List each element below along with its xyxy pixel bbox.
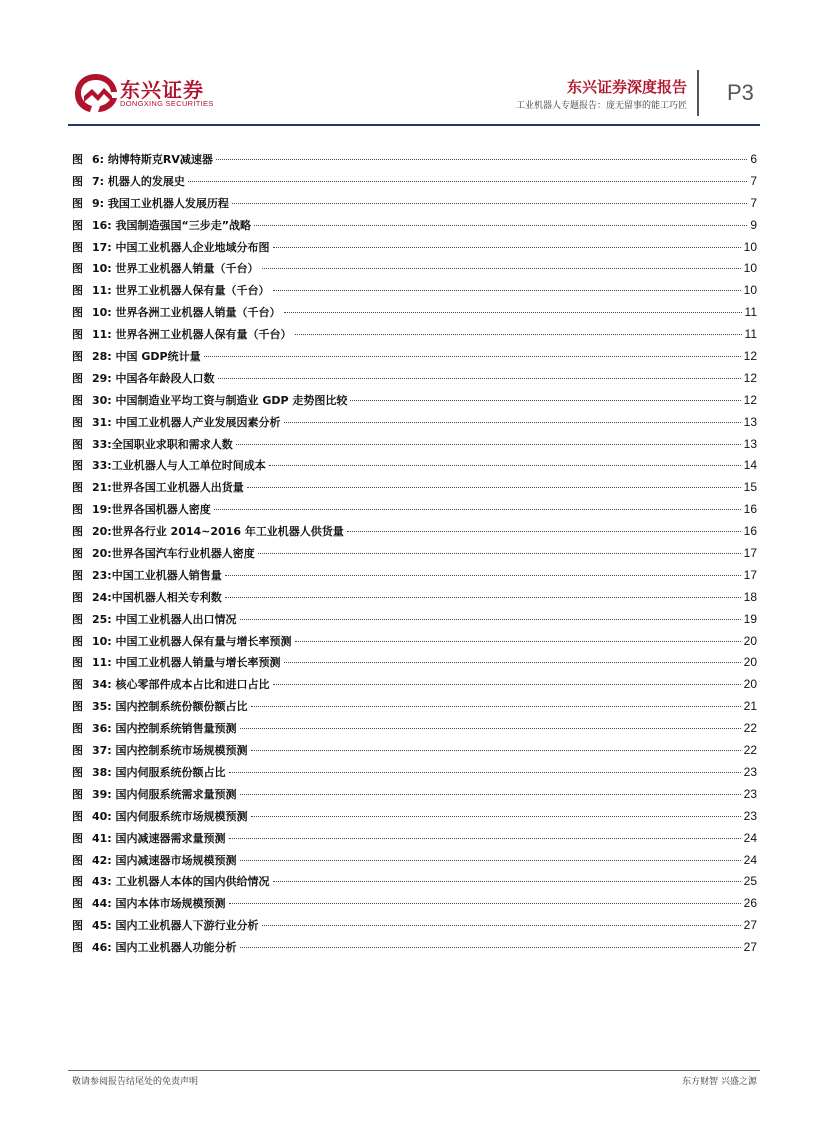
- toc-entry-figure-label: 图: [72, 831, 83, 845]
- toc-entry-figure-label: 图: [72, 481, 83, 495]
- footer-disclaimer: 敬请参阅报告结尾处的免责声明: [72, 1077, 199, 1087]
- toc-entry-leader-dots: [232, 203, 747, 204]
- toc-entry-figure-label: 图: [72, 153, 83, 166]
- toc-entry[interactable]: [72, 545, 757, 567]
- report-subtitle: 工业机器人专题报告：庞无留事的能工巧匠: [515, 101, 687, 111]
- toc-entry-figure-label: 图: [72, 503, 83, 517]
- toc-entry[interactable]: [72, 567, 757, 589]
- toc-entry-leader-dots: [229, 772, 741, 773]
- toc-entry-leader-dots: [262, 925, 741, 926]
- toc-entry-title: 35: 国内控制系统份额份额占比: [92, 700, 248, 714]
- toc-entry-leader-dots: [350, 400, 740, 401]
- dongxing-logo-icon: [72, 72, 120, 114]
- toc-entry-figure-label: 图: [72, 393, 83, 407]
- toc-entry-page-number: 27: [743, 918, 757, 933]
- toc-entry-page-number: 10: [743, 239, 757, 254]
- toc-entry[interactable]: [72, 414, 757, 436]
- toc-entry-leader-dots: [284, 422, 741, 423]
- toc-entry[interactable]: [72, 151, 757, 173]
- toc-entry-page-number: 22: [743, 721, 757, 736]
- toc-entry-figure-label: 图: [72, 371, 83, 385]
- toc-entry-title: 11: 世界工业机器人保有量（千台）: [92, 284, 270, 298]
- toc-entry-title: 45: 国内工业机器人下游行业分析: [92, 919, 259, 933]
- toc-entry-page-number: 11: [744, 305, 757, 320]
- toc-entry-title: 11: 中国工业机器人销量与增长率预测: [92, 656, 281, 670]
- toc-entry-figure-label: 图: [72, 262, 83, 276]
- toc-entry-page-number: 16: [743, 502, 757, 517]
- toc-entry-title: 40: 国内伺服系统市场规模预测: [92, 809, 248, 823]
- toc-entry-figure-label: 图: [72, 656, 83, 670]
- toc-entry-leader-dots: [214, 509, 741, 510]
- toc-entry-title: 23:中国工业机器人销售量: [92, 568, 222, 582]
- page-number: P3: [727, 80, 754, 105]
- toc-entry-page-number: 9: [750, 217, 757, 232]
- toc-entry-page-number: 7: [750, 195, 757, 210]
- toc-entry-figure-label: 图: [72, 919, 83, 933]
- toc-entry-figure-label: 图: [72, 722, 83, 736]
- toc-entry-leader-dots: [273, 684, 741, 685]
- toc-entry[interactable]: [72, 764, 757, 786]
- toc-entry[interactable]: [72, 917, 757, 939]
- toc-entry-page-number: 24: [743, 830, 757, 845]
- toc-entry-title: 16: 我国制造强国“三步走”战略: [92, 218, 251, 232]
- toc-entry-title: 39: 国内伺服系统需求量预测: [92, 787, 237, 801]
- toc-entry-title: 31: 中国工业机器人产业发展因素分析: [92, 415, 281, 429]
- toc-entry-leader-dots: [225, 597, 741, 598]
- toc-entry[interactable]: [72, 370, 757, 392]
- toc-entry[interactable]: [72, 698, 757, 720]
- toc-entry-leader-dots: [225, 575, 741, 576]
- toc-entry[interactable]: [72, 895, 757, 917]
- toc-entry-leader-dots: [262, 268, 741, 269]
- toc-entry-title: 33:工业机器人与人工单位时间成本: [92, 459, 266, 473]
- toc-entry-leader-dots: [229, 838, 741, 839]
- toc-entry-figure-label: 图: [72, 218, 83, 232]
- toc-entry-leader-dots: [269, 465, 741, 466]
- toc-entry-leader-dots: [240, 794, 741, 795]
- toc-entry-leader-dots: [295, 334, 742, 335]
- toc-entry[interactable]: [72, 239, 757, 261]
- toc-entry-leader-dots: [240, 860, 741, 861]
- toc-entry-figure-label: 图: [72, 853, 83, 867]
- toc-entry[interactable]: [72, 260, 757, 282]
- toc-entry-leader-dots: [273, 290, 741, 291]
- toc-entry-leader-dots: [247, 487, 741, 488]
- toc-entry-leader-dots: [204, 356, 741, 357]
- toc-entry-figure-label: 图: [72, 897, 83, 911]
- toc-entry-page-number: 15: [743, 480, 757, 495]
- toc-entry-title: 29: 中国各年龄段人口数: [92, 371, 215, 385]
- toc-entry[interactable]: [72, 654, 757, 676]
- footer-slogan: 东方财智 兴盛之源: [682, 1077, 757, 1087]
- toc-entry-page-number: 17: [743, 567, 757, 582]
- toc-entry-page-number: 24: [743, 852, 757, 867]
- toc-entry-title: 20:世界各国汽车行业机器人密度: [92, 547, 255, 561]
- toc-entry-leader-dots: [188, 181, 747, 182]
- toc-entry-title: 28: 中国 GDP统计量: [92, 350, 201, 364]
- toc-entry-page-number: 10: [743, 261, 757, 276]
- toc-entry-leader-dots: [273, 247, 741, 248]
- toc-entry-figure-label: 图: [72, 350, 83, 364]
- toc-entry-leader-dots: [236, 444, 741, 445]
- toc-entry-figure-label: 图: [72, 459, 83, 473]
- toc-entry-title: 6: 纳博特斯克RV减速器: [92, 153, 213, 166]
- toc-entry[interactable]: [72, 720, 757, 742]
- toc-entry-page-number: 23: [743, 808, 757, 823]
- toc-entry-title: 44: 国内本体市场规模预测: [92, 897, 226, 911]
- toc-entry-page-number: 7: [750, 173, 757, 188]
- toc-entry[interactable]: [72, 786, 757, 808]
- toc-entry-page-number: 23: [743, 786, 757, 801]
- toc-entry[interactable]: [72, 852, 757, 874]
- toc-entry-title: 20:世界各行业 2014~2016 年工业机器人供货量: [92, 525, 344, 539]
- toc-entry-figure-label: 图: [72, 306, 83, 320]
- toc-entry-page-number: 26: [743, 896, 757, 911]
- toc-entry-figure-label: 图: [72, 700, 83, 714]
- toc-entry-title: 25: 中国工业机器人出口情况: [92, 612, 237, 626]
- toc-entry-title: 37: 国内控制系统市场规模预测: [92, 744, 248, 758]
- toc-entry-title: 7: 机器人的发展史: [92, 174, 185, 188]
- toc-entry-page-number: 10: [743, 283, 757, 298]
- toc-entry-leader-dots: [251, 816, 741, 817]
- toc-entry-page-number: 19: [743, 611, 757, 626]
- toc-entry-title: 11: 世界各洲工业机器人保有量（千台）: [92, 328, 292, 342]
- toc-entry[interactable]: [72, 939, 757, 961]
- toc-entry[interactable]: [72, 808, 757, 830]
- toc-entry[interactable]: [72, 633, 757, 655]
- toc-entry-page-number: 17: [743, 546, 757, 561]
- toc-entry-page-number: 25: [743, 874, 757, 889]
- toc-entry-title: 10: 中国工业机器人保有量与增长率预测: [92, 634, 292, 648]
- toc-entry-figure-label: 图: [72, 875, 83, 889]
- toc-entry-leader-dots: [229, 903, 741, 904]
- toc-entry-figure-label: 图: [72, 174, 83, 188]
- toc-entry[interactable]: [72, 436, 757, 458]
- toc-entry-page-number: 12: [743, 349, 757, 364]
- toc-entry-leader-dots: [254, 225, 747, 226]
- toc-entry[interactable]: [72, 676, 757, 698]
- toc-entry-title: 24:中国机器人相关专利数: [92, 590, 222, 604]
- toc-entry[interactable]: [72, 501, 757, 523]
- toc-entry-figure-label: 图: [72, 415, 83, 429]
- toc-entry-title: 36: 国内控制系统销售量预测: [92, 722, 237, 736]
- toc-entry-figure-label: 图: [72, 765, 83, 779]
- toc-entry-figure-label: 图: [72, 525, 83, 539]
- toc-entry[interactable]: [72, 742, 757, 764]
- toc-entry-title: 10: 世界工业机器人销量（千台）: [92, 262, 259, 276]
- header-rule: [68, 124, 760, 126]
- toc-entry[interactable]: [72, 173, 757, 195]
- toc-entry-figure-label: 图: [72, 547, 83, 561]
- toc-entry[interactable]: [72, 217, 757, 239]
- toc-entry[interactable]: [72, 326, 757, 348]
- toc-entry-title: 17: 中国工业机器人企业地域分布图: [92, 240, 270, 254]
- page-header: [0, 0, 827, 130]
- toc-entry-figure-label: 图: [72, 328, 83, 342]
- brand-name-cn: 东兴证券: [120, 78, 204, 102]
- toc-entry-figure-label: 图: [72, 744, 83, 758]
- toc-entry[interactable]: [72, 611, 757, 633]
- toc-entry-page-number: 11: [744, 327, 757, 342]
- toc-entry-page-number: 20: [743, 633, 757, 648]
- toc-entry-figure-label: 图: [72, 809, 83, 823]
- toc-entry-leader-dots: [240, 947, 741, 948]
- toc-entry-figure-label: 图: [72, 437, 83, 451]
- toc-entry[interactable]: [72, 392, 757, 414]
- header-divider: [697, 70, 699, 116]
- toc-entry-page-number: 21: [743, 699, 757, 714]
- toc-entry[interactable]: [72, 830, 757, 852]
- toc-entry-title: 46: 国内工业机器人功能分析: [92, 941, 237, 955]
- figure-table-of-contents: [72, 151, 757, 961]
- toc-entry-figure-label: 图: [72, 787, 83, 801]
- toc-entry-leader-dots: [284, 662, 741, 663]
- toc-entry-figure-label: 图: [72, 590, 83, 604]
- footer-rule: [68, 1070, 760, 1071]
- toc-entry-leader-dots: [240, 728, 741, 729]
- toc-entry[interactable]: [72, 873, 757, 895]
- toc-entry-leader-dots: [216, 159, 747, 160]
- toc-entry-page-number: 18: [743, 589, 757, 604]
- toc-entry-page-number: 13: [743, 414, 757, 429]
- toc-entry-page-number: 14: [743, 458, 757, 473]
- toc-entry-figure-label: 图: [72, 240, 83, 254]
- toc-entry-figure-label: 图: [72, 612, 83, 626]
- toc-entry-figure-label: 图: [72, 284, 83, 298]
- toc-entry-leader-dots: [347, 531, 741, 532]
- toc-entry-title: 33:全国职业求职和需求人数: [92, 437, 233, 451]
- toc-entry-figure-label: 图: [72, 634, 83, 648]
- toc-entry[interactable]: [72, 589, 757, 611]
- toc-entry-figure-label: 图: [72, 678, 83, 692]
- toc-entry-title: 10: 世界各洲工业机器人销量（千台）: [92, 306, 281, 320]
- toc-entry-title: 41: 国内减速器需求量预测: [92, 831, 226, 845]
- toc-entry-page-number: 20: [743, 655, 757, 670]
- toc-entry-leader-dots: [295, 641, 741, 642]
- toc-entry-page-number: 16: [743, 524, 757, 539]
- toc-entry-page-number: 22: [743, 743, 757, 758]
- toc-entry-leader-dots: [218, 378, 741, 379]
- toc-entry-figure-label: 图: [72, 941, 83, 955]
- toc-entry[interactable]: [72, 282, 757, 304]
- toc-entry-title: 38: 国内伺服系统份额占比: [92, 765, 226, 779]
- toc-entry-title: 34: 核心零部件成本占比和进口占比: [92, 678, 270, 692]
- toc-entry[interactable]: [72, 348, 757, 370]
- toc-entry-leader-dots: [273, 881, 741, 882]
- toc-entry[interactable]: [72, 523, 757, 545]
- toc-entry-title: 21:世界各国工业机器人出货量: [92, 481, 244, 495]
- toc-entry-title: 30: 中国制造业平均工资与制造业 GDP 走势图比较: [92, 393, 348, 407]
- toc-entry-leader-dots: [284, 312, 742, 313]
- toc-entry[interactable]: [72, 304, 757, 326]
- brand-name-en: DONGXING SECURITIES: [120, 99, 214, 108]
- toc-entry-page-number: 23: [743, 764, 757, 779]
- toc-entry-page-number: 13: [743, 436, 757, 451]
- toc-entry-leader-dots: [258, 553, 741, 554]
- toc-entry-page-number: 27: [743, 940, 757, 955]
- toc-entry-title: 42: 国内减速器市场规模预测: [92, 853, 237, 867]
- toc-entry-title: 43: 工业机器人本体的国内供给情况: [92, 875, 270, 889]
- toc-entry[interactable]: [72, 479, 757, 501]
- toc-entry-page-number: 6: [750, 152, 757, 166]
- toc-entry-figure-label: 图: [72, 196, 83, 210]
- toc-entry-leader-dots: [251, 706, 741, 707]
- toc-entry-page-number: 12: [743, 392, 757, 407]
- toc-entry-page-number: 12: [743, 370, 757, 385]
- toc-entry-title: 19:世界各国机器人密度: [92, 503, 211, 517]
- toc-entry[interactable]: [72, 195, 757, 217]
- toc-entry-leader-dots: [251, 750, 741, 751]
- toc-entry-leader-dots: [240, 619, 741, 620]
- toc-entry[interactable]: [72, 457, 757, 479]
- report-title: 东兴证券深度报告: [566, 78, 687, 96]
- toc-entry-title: 9: 我国工业机器人发展历程: [92, 196, 229, 210]
- toc-entry-page-number: 20: [743, 677, 757, 692]
- toc-entry-figure-label: 图: [72, 568, 83, 582]
